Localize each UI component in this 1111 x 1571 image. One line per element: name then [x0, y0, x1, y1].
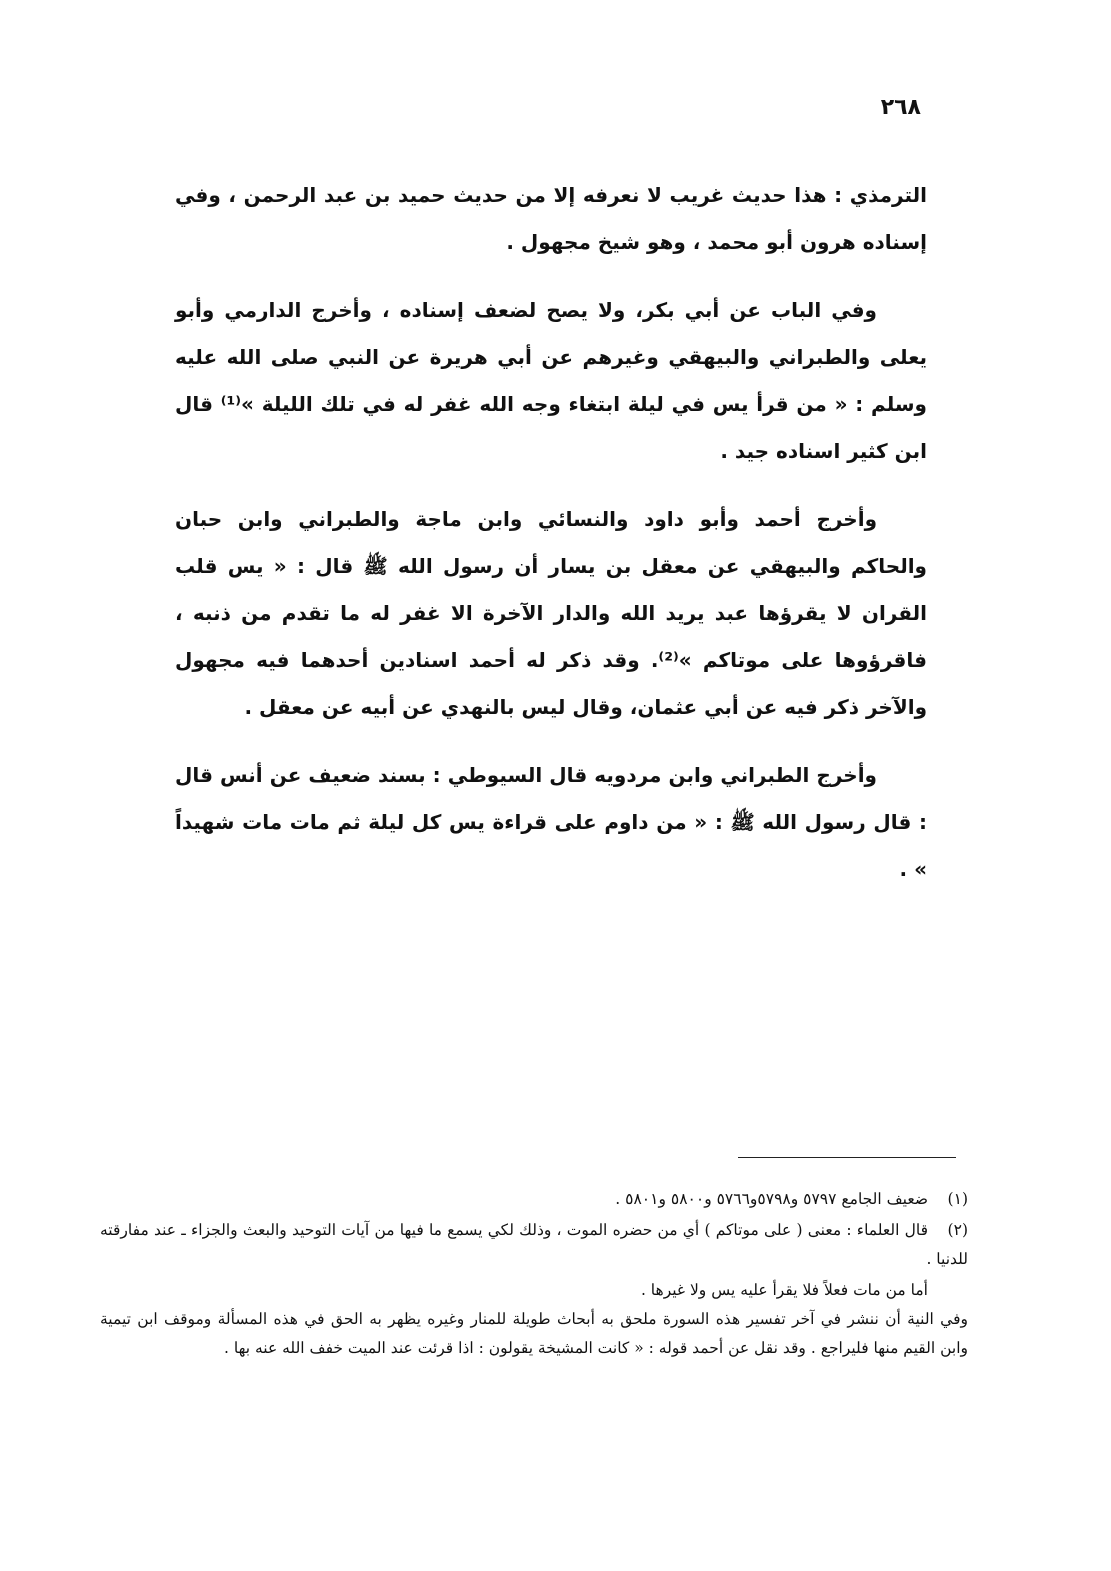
- footnote-1: [100, 1185, 968, 1214]
- footnote-2-paragraph-2: أما من مات فعلاً فلا يقرأ عليه يس ولا غيرها .: [640, 1281, 928, 1299]
- paragraph-4: وأخرج الطبراني وابن مردويه قال السيوطي : بسند ضعيف عن أنس قال : قال رسول الله ﷺ : « من داوم على قراءة يس كل ليلة ثم مات مات شهيداً » .: [175, 763, 927, 881]
- footnote-1-number: (١): [947, 1190, 968, 1208]
- footnote-2-paragraph-3: وفي النية أن ننشر في آخر تفسير هذه السورة ملحق به أبحاث طويلة للمنار وغيره يظهر به الحق في هذه المسألة وموقف ابن تيمية وابن القيم منها فليراجع . وقد نقل عن أحمد قوله : « كانت المشيخة يقولون : اذا قرئت عند الميت خفف الله عنه بها .: [100, 1310, 968, 1357]
- paragraph-2: وفي الباب عن أبي بكر، ولا يصح لضعف إسناده ، وأخرج الدارمي وأبو يعلى والطبراني والبيهقي وغيرهم عن أبي هريرة عن النبي صلى الله عليه وسلم : « من قرأ يس في ليلة ابتغاء وجه الله غفر له في تلك الليلة »⁽¹⁾ قال ابن كثير اسناده جيد .: [175, 298, 927, 463]
- main-text: [175, 172, 927, 914]
- page-number: ٢٦٨: [880, 95, 921, 120]
- footnote-2-number: (٢): [947, 1221, 968, 1239]
- paragraph-3: وأخرج أحمد وأبو داود والنسائي وابن ماجة والطبراني وابن حبان والحاكم والبيهقي عن معقل بن يسار أن رسول الله ﷺ قال : « يس قلب القران لا يقرؤها عبد يريد الله والدار الآخرة الا غفر له ما تقدم من ذنبه ، فاقرؤوها على موتاكم »⁽²⁾. وقد ذكر له أحمد اسنادين أحدهما فيه مجهول والآخر ذكر فيه عن أبي عثمان، وقال ليس بالنهدي عن أبيه عن معقل .: [175, 507, 927, 719]
- footnote-2-text: قال العلماء : معنى ( على موتاكم ) أي من حضره الموت ، وذلك لكي يسمع ما فيها من آيات التوحيد والبعث والجزاء ـ عند مفارقته للدنيا .: [100, 1221, 968, 1268]
- paragraph-1: الترمذي : هذا حديث غريب لا نعرفه إلا من حديث حميد بن عبد الرحمن ، وفي إسناده هرون أبو محمد ، وهو شيخ مجهول .: [175, 183, 927, 254]
- footnotes: [100, 1185, 968, 1363]
- footnote-2: [100, 1216, 968, 1274]
- footnote-2-continuation: [100, 1276, 968, 1305]
- footnote-1-text: ضعيف الجامع ٥٧٩٧ و٥٧٩٨و٥٧٦٦ و٥٨٠٠ و٥٨٠١ .: [615, 1190, 928, 1208]
- footnote-divider: [738, 1157, 956, 1158]
